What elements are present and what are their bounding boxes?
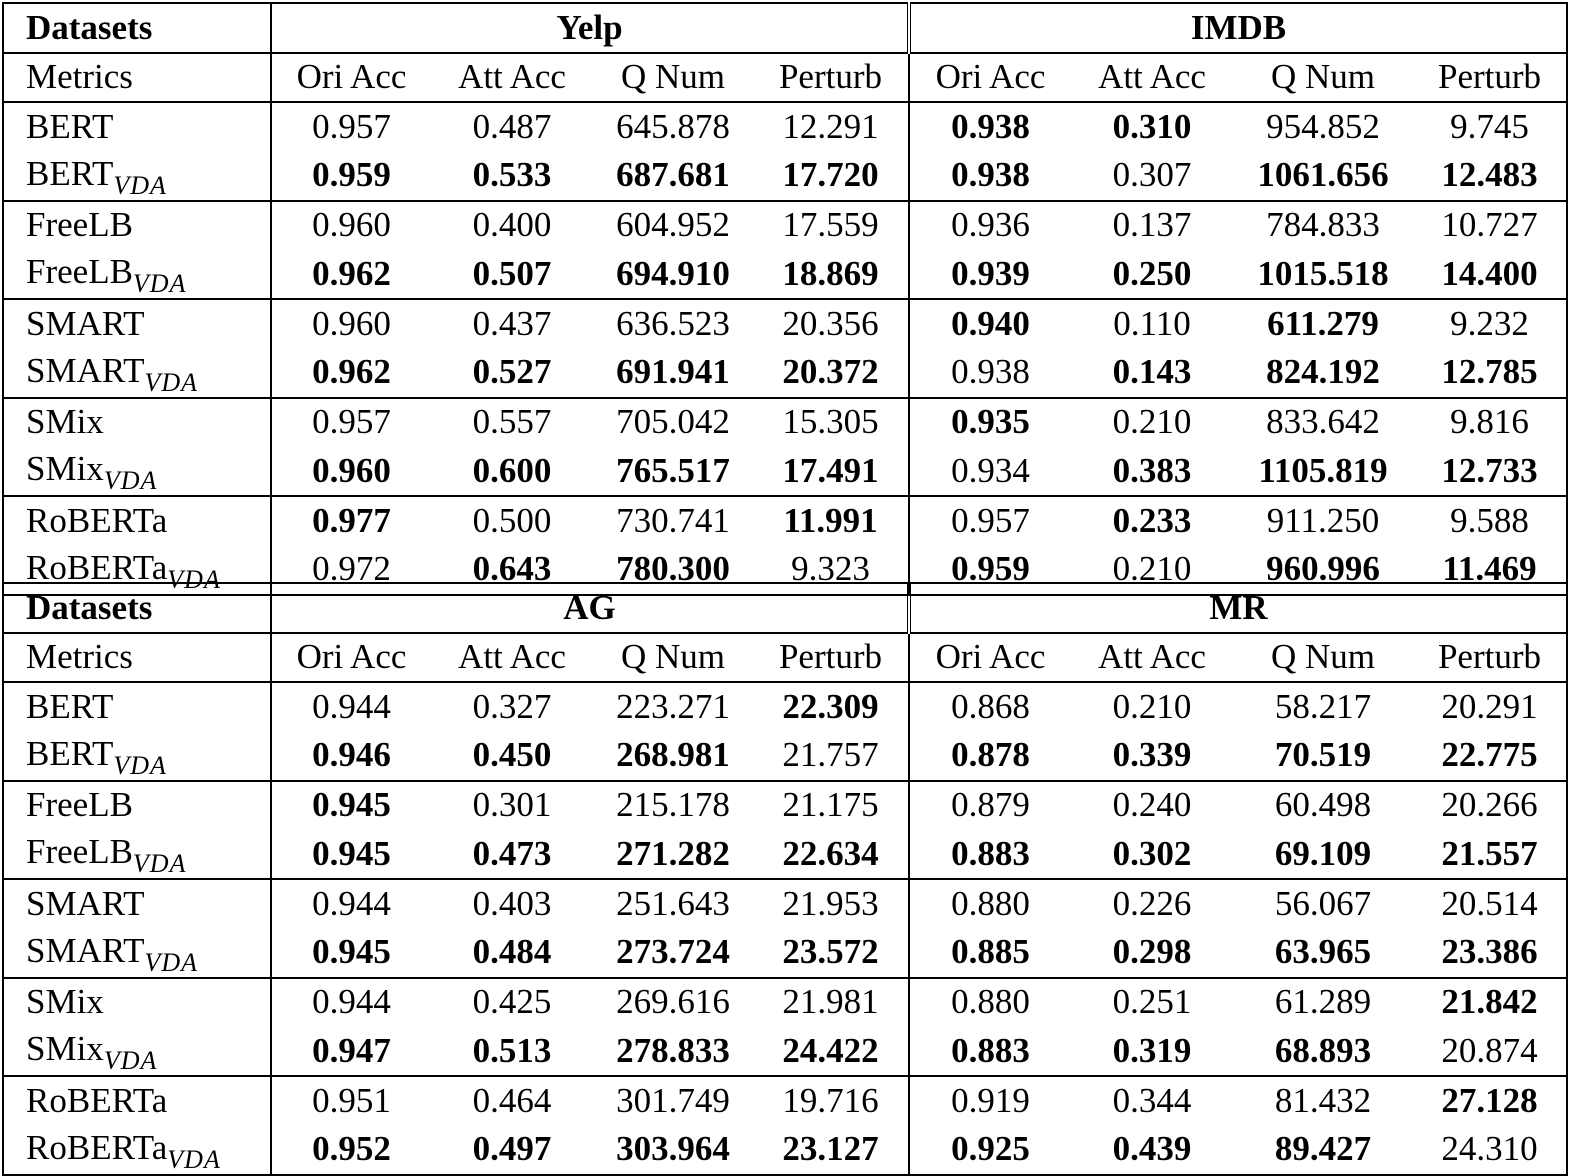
metric-value: 0.944 <box>312 982 391 1022</box>
metric-header: Att Acc <box>1071 53 1233 103</box>
model-name: SMix <box>3 978 271 1027</box>
metric-value: 0.298 <box>1071 928 1233 978</box>
metric-value: 0.919 <box>951 1080 1030 1120</box>
table-row <box>3 398 1567 447</box>
metric-value: 911.250 <box>1266 500 1380 540</box>
metric-value: 691.941 <box>593 348 753 398</box>
metric-value: 12.483 <box>1413 151 1567 201</box>
metric-value: 268.981 <box>593 731 753 781</box>
metric-value: 0.500 <box>472 500 552 540</box>
metric-value: 0.959 <box>271 151 431 201</box>
results-table-yelp-imdb <box>2 2 1568 596</box>
metric-value: 0.879 <box>951 785 1030 825</box>
metric-value: 9.323 <box>753 545 909 595</box>
model-name: FreeLB <box>3 201 271 250</box>
metric-header: Ori Acc <box>909 633 1071 683</box>
metric-value: 0.464 <box>472 1080 552 1120</box>
metric-value: 0.425 <box>472 982 552 1022</box>
metric-value: 0.527 <box>431 348 593 398</box>
metric-value: 12.733 <box>1413 446 1567 496</box>
model-name: SMART <box>3 879 271 928</box>
metric-value: 0.938 <box>909 151 1071 201</box>
metric-value: 0.513 <box>431 1026 593 1076</box>
metric-value: 20.291 <box>1441 686 1538 726</box>
metric-value: 0.233 <box>1112 500 1192 540</box>
table-row <box>3 496 1567 545</box>
metric-value: 0.643 <box>472 549 552 588</box>
metric-value: 0.940 <box>951 303 1030 343</box>
model-subscript: VDA <box>113 750 167 780</box>
metric-value: 21.842 <box>1441 982 1538 1022</box>
model-name: BERT <box>3 682 271 731</box>
table-row <box>3 879 1567 928</box>
metric-value: 0.557 <box>472 402 552 442</box>
metric-value: 269.616 <box>616 982 730 1022</box>
metric-header: Q Num <box>1233 633 1413 683</box>
model-subscript: VDA <box>144 367 199 397</box>
metric-value: 0.957 <box>312 402 391 442</box>
model-name: FreeLB <box>3 781 271 830</box>
metric-value: 20.514 <box>1441 883 1538 923</box>
metric-header: Perturb <box>753 633 909 683</box>
model-name: RoBERTa$_{VDA}$ <box>3 545 271 595</box>
metric-value: 0.339 <box>1071 731 1233 781</box>
table-row <box>3 928 1567 978</box>
metric-value: 303.964 <box>616 1129 730 1168</box>
table-row <box>3 446 1567 496</box>
metric-value: 0.944 <box>312 686 391 726</box>
metric-header: Ori Acc <box>909 53 1071 103</box>
metric-header: Perturb <box>1413 633 1567 683</box>
dataset-name: MR <box>909 583 1567 633</box>
metric-value: 0.883 <box>909 1026 1071 1076</box>
metric-value: 22.309 <box>753 682 909 731</box>
metric-value: 0.110 <box>1113 303 1191 343</box>
metric-value: 0.210 <box>1112 686 1192 726</box>
metric-value: 223.271 <box>616 686 730 726</box>
metric-value: 0.344 <box>1112 1080 1192 1120</box>
metric-value: 0.251 <box>1112 982 1192 1022</box>
table-row <box>3 731 1567 781</box>
metrics-header-row <box>3 633 1567 683</box>
model-subscript: VDA <box>167 1144 221 1174</box>
metric-value: 0.327 <box>472 686 552 726</box>
model-name: $SMART_{VDA}$ <box>3 348 271 398</box>
model-name: RoBERTa$_{VDA}$ <box>3 1125 271 1175</box>
table-row <box>3 201 1567 250</box>
metric-value: 0.240 <box>1112 785 1192 825</box>
metric-value: 0.484 <box>431 928 593 978</box>
metric-value: 0.925 <box>951 1129 1030 1168</box>
metric-value: 60.498 <box>1274 785 1372 825</box>
metric-value: 824.192 <box>1233 348 1413 398</box>
metric-value: 0.143 <box>1071 348 1233 398</box>
metric-value: 0.934 <box>909 446 1071 496</box>
metric-value: 24.422 <box>753 1026 909 1076</box>
metric-value: 0.959 <box>951 549 1030 588</box>
metric-value: 0.883 <box>909 829 1071 879</box>
metric-value: 10.727 <box>1441 205 1538 245</box>
dataset-name: AG <box>271 583 909 633</box>
metric-value: 0.400 <box>472 205 552 245</box>
metric-value: 0.507 <box>431 249 593 299</box>
dataset-name: Yelp <box>271 3 909 53</box>
metric-value: 9.588 <box>1450 500 1529 540</box>
metric-value: 251.643 <box>616 883 730 923</box>
model-name: BERT <box>3 102 271 151</box>
model-name: $BERT_{VDA}$ <box>3 151 271 201</box>
metric-header: Ori Acc <box>271 53 431 103</box>
metric-value: 0.936 <box>951 205 1030 245</box>
metric-value: 0.945 <box>312 785 391 825</box>
metric-value: 9.816 <box>1450 402 1529 442</box>
metric-value: 0.957 <box>951 500 1030 540</box>
datasets-label: Datasets <box>3 3 271 53</box>
metric-value: 21.953 <box>753 879 909 928</box>
dataset-header-row <box>3 583 1567 633</box>
table-row <box>3 1125 1567 1175</box>
metric-value: 0.960 <box>312 303 391 343</box>
metric-value: 0.952 <box>312 1129 391 1168</box>
metric-value: 636.523 <box>616 303 730 343</box>
metric-value: 1061.656 <box>1233 151 1413 201</box>
metric-value: 0.962 <box>271 348 431 398</box>
metric-value: 21.557 <box>1413 829 1567 879</box>
metric-value: 0.939 <box>909 249 1071 299</box>
metric-value: 0.210 <box>1112 402 1192 442</box>
metric-value: 20.266 <box>1441 785 1538 825</box>
metric-value: 687.681 <box>593 151 753 201</box>
metric-value: 68.893 <box>1233 1026 1413 1076</box>
dataset-name: IMDB <box>909 3 1567 53</box>
metric-value: 0.383 <box>1071 446 1233 496</box>
metric-value: 23.572 <box>753 928 909 978</box>
metric-value: 0.137 <box>1112 205 1192 245</box>
metric-value: 215.178 <box>616 785 730 825</box>
metric-value: 705.042 <box>616 402 730 442</box>
metrics-label: Metrics <box>3 633 271 683</box>
metric-value: 0.944 <box>312 883 391 923</box>
model-name: FreeLB$_{VDA}$ <box>3 829 271 879</box>
metric-value: 784.833 <box>1266 205 1380 245</box>
metric-value: 22.634 <box>753 829 909 879</box>
model-name: $BERT_{VDA}$ <box>3 731 271 781</box>
model-subscript: VDA <box>132 849 187 878</box>
model-subscript: VDA <box>103 1046 158 1075</box>
metric-header: Q Num <box>593 53 753 103</box>
metric-value: 0.310 <box>1112 106 1192 146</box>
metric-value: 0.945 <box>271 829 431 879</box>
metric-value: 604.952 <box>616 205 730 245</box>
metric-value: 12.291 <box>753 102 909 151</box>
metric-header: Perturb <box>753 53 909 103</box>
metric-value: 0.951 <box>312 1080 391 1120</box>
model-subscript: VDA <box>167 564 221 594</box>
model-name: RoBERTa <box>3 1076 271 1125</box>
metric-header: Att Acc <box>431 53 593 103</box>
metric-value: 730.741 <box>616 500 730 540</box>
metric-value: 20.356 <box>753 299 909 348</box>
metric-value: 694.910 <box>593 249 753 299</box>
metric-value: 69.109 <box>1233 829 1413 879</box>
metric-value: 0.533 <box>431 151 593 201</box>
metric-value: 21.757 <box>753 731 909 781</box>
metric-value: 0.962 <box>271 249 431 299</box>
metric-value: 21.981 <box>753 978 909 1027</box>
metric-value: 11.469 <box>1442 549 1537 588</box>
metric-value: 0.301 <box>472 785 552 825</box>
table-row <box>3 781 1567 830</box>
metric-value: 0.972 <box>312 549 391 588</box>
metric-value: 0.935 <box>951 402 1030 442</box>
metric-value: 58.217 <box>1274 686 1372 726</box>
dataset-header-row <box>3 3 1567 53</box>
metric-header: Ori Acc <box>271 633 431 683</box>
metric-value: 9.232 <box>1450 303 1529 343</box>
metric-value: 11.991 <box>753 496 909 545</box>
metric-value: 278.833 <box>593 1026 753 1076</box>
metric-value: 645.878 <box>616 106 730 146</box>
metric-value: 17.559 <box>753 201 909 250</box>
metric-value: 21.175 <box>753 781 909 830</box>
metric-value: 14.400 <box>1413 249 1567 299</box>
metric-value: 0.880 <box>951 982 1030 1022</box>
metric-value: 0.403 <box>472 883 552 923</box>
metric-value: 0.946 <box>271 731 431 781</box>
metric-value: 20.874 <box>1413 1026 1567 1076</box>
metric-value: 0.439 <box>1112 1129 1192 1168</box>
model-name: SMix$_{VDA}$ <box>3 1026 271 1076</box>
metric-value: 780.300 <box>616 549 730 588</box>
metric-value: 0.938 <box>909 348 1071 398</box>
metric-value: 0.960 <box>271 446 431 496</box>
metric-header: Perturb <box>1413 53 1567 103</box>
table-row <box>3 102 1567 151</box>
metric-value: 81.432 <box>1274 1080 1372 1120</box>
metric-value: 12.785 <box>1413 348 1567 398</box>
metric-value: 17.491 <box>753 446 909 496</box>
results-table-ag-mr <box>2 582 1568 1176</box>
metric-value: 70.519 <box>1233 731 1413 781</box>
table-row <box>3 151 1567 201</box>
metric-value: 0.437 <box>472 303 552 343</box>
metric-value: 301.749 <box>616 1080 730 1120</box>
metric-header: Att Acc <box>1071 633 1233 683</box>
metrics-label: Metrics <box>3 53 271 103</box>
table-row <box>3 829 1567 879</box>
metric-value: 0.957 <box>312 106 391 146</box>
metric-value: 27.128 <box>1441 1080 1538 1120</box>
metric-value: 954.852 <box>1266 106 1380 146</box>
model-name: SMix <box>3 398 271 447</box>
metric-value: 0.880 <box>951 883 1030 923</box>
model-name: RoBERTa <box>3 496 271 545</box>
metric-value: 0.302 <box>1071 829 1233 879</box>
metric-value: 24.310 <box>1441 1129 1538 1168</box>
metric-value: 23.386 <box>1413 928 1567 978</box>
metric-value: 18.869 <box>753 249 909 299</box>
metric-value: 9.745 <box>1450 106 1529 146</box>
metric-value: 22.775 <box>1413 731 1567 781</box>
metric-header: Att Acc <box>431 633 593 683</box>
metric-value: 0.250 <box>1071 249 1233 299</box>
metric-value: 0.319 <box>1071 1026 1233 1076</box>
metric-value: 19.716 <box>753 1076 909 1125</box>
metric-value: 0.938 <box>951 106 1030 146</box>
metric-value: 0.497 <box>472 1129 552 1168</box>
metric-value: 0.226 <box>1112 883 1192 923</box>
table-row <box>3 348 1567 398</box>
metric-value: 960.996 <box>1266 549 1380 588</box>
metric-value: 0.977 <box>312 500 391 540</box>
metric-value: 0.945 <box>271 928 431 978</box>
metric-value: 1015.518 <box>1233 249 1413 299</box>
metric-value: 0.473 <box>431 829 593 879</box>
metric-value: 61.289 <box>1274 982 1372 1022</box>
metrics-header-row <box>3 53 1567 103</box>
metric-value: 15.305 <box>753 398 909 447</box>
metric-header: Q Num <box>1233 53 1413 103</box>
model-name: $SMART_{VDA}$ <box>3 928 271 978</box>
table-row <box>3 1076 1567 1125</box>
table-row <box>3 682 1567 731</box>
table-row <box>3 299 1567 348</box>
metric-value: 23.127 <box>753 1125 909 1175</box>
metric-value: 56.067 <box>1274 883 1372 923</box>
metric-value: 0.960 <box>312 205 391 245</box>
metric-value: 0.878 <box>909 731 1071 781</box>
metric-value: 271.282 <box>593 829 753 879</box>
metric-header: Q Num <box>593 633 753 683</box>
metric-value: 0.487 <box>472 106 552 146</box>
model-subscript: VDA <box>132 269 187 298</box>
table-row <box>3 249 1567 299</box>
metric-value: 0.307 <box>1071 151 1233 201</box>
metric-value: 17.720 <box>753 151 909 201</box>
model-name: SMART <box>3 299 271 348</box>
metric-value: 63.965 <box>1233 928 1413 978</box>
metric-value: 1105.819 <box>1233 446 1413 496</box>
metric-value: 0.885 <box>909 928 1071 978</box>
model-name: FreeLB$_{VDA}$ <box>3 249 271 299</box>
model-subscript: VDA <box>113 170 167 200</box>
datasets-label: Datasets <box>3 583 271 633</box>
metric-value: 0.868 <box>951 686 1030 726</box>
metric-value: 611.279 <box>1267 303 1379 343</box>
table-row <box>3 1026 1567 1076</box>
metric-value: 833.642 <box>1266 402 1380 442</box>
metric-value: 89.427 <box>1274 1129 1372 1168</box>
metric-value: 0.450 <box>431 731 593 781</box>
model-name: SMix$_{VDA}$ <box>3 446 271 496</box>
metric-value: 273.724 <box>593 928 753 978</box>
metric-value: 0.947 <box>271 1026 431 1076</box>
metric-value: 20.372 <box>753 348 909 398</box>
metric-value: 765.517 <box>593 446 753 496</box>
model-subscript: VDA <box>144 947 199 977</box>
table-row <box>3 978 1567 1027</box>
model-subscript: VDA <box>103 466 158 495</box>
metric-value: 0.600 <box>431 446 593 496</box>
metric-value: 0.210 <box>1112 549 1192 588</box>
